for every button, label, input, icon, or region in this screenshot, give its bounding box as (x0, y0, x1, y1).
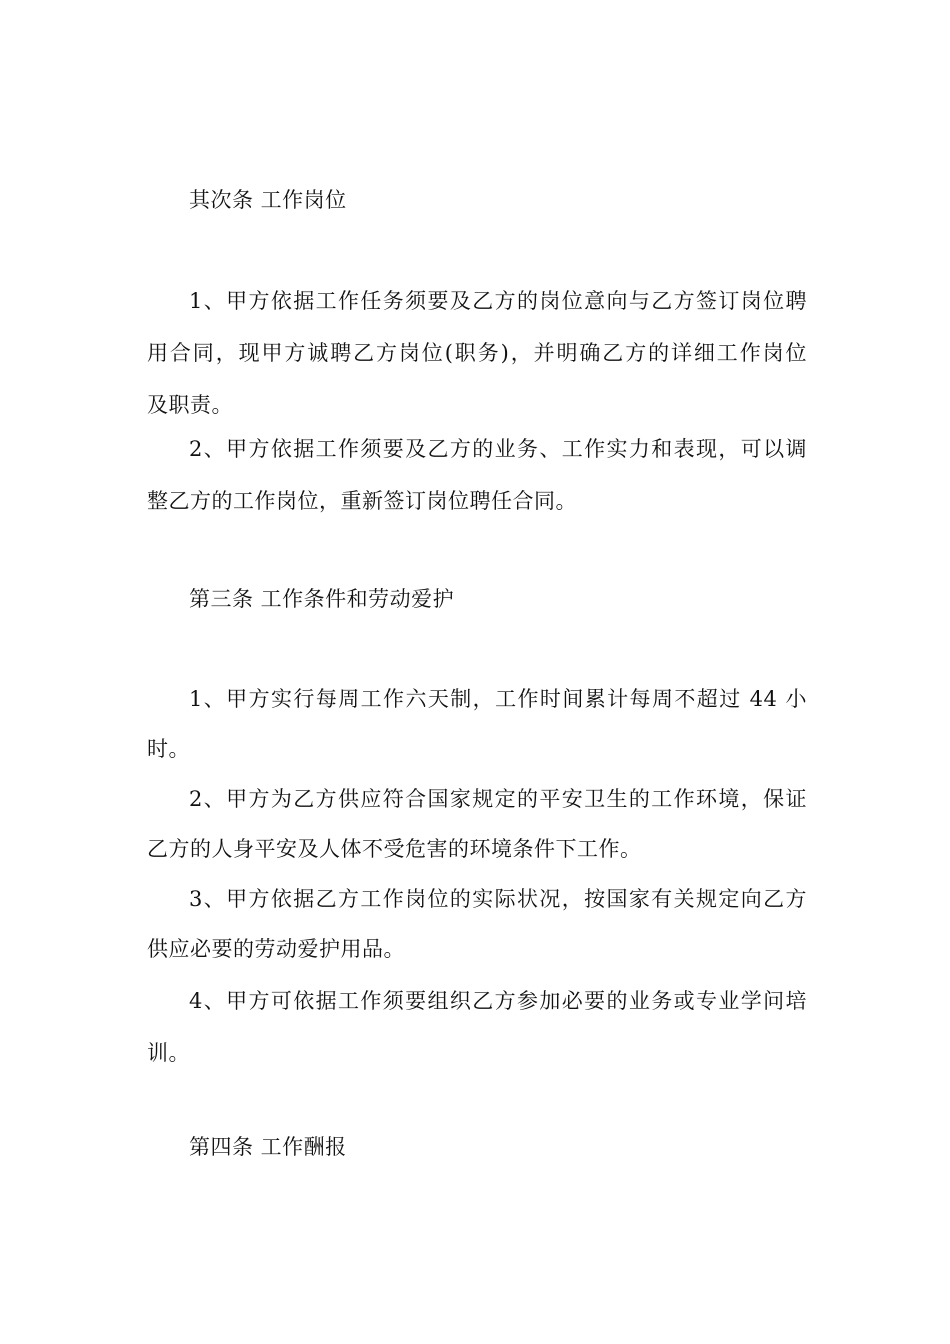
paragraph-line: 1、甲方依据工作任务须要及乙方的岗位意向与乙方签订岗位聘 (189, 289, 807, 313)
paragraph-line: 供应必要的劳动爱护用品。 (147, 937, 405, 961)
paragraph-line: 乙方的人身平安及人体不受危害的环境条件下工作。 (147, 837, 642, 861)
section-heading: 其次条 工作岗位 (189, 188, 347, 212)
paragraph-line: 时。 (147, 737, 190, 761)
section-heading: 第四条 工作酬报 (189, 1135, 347, 1159)
paragraph-line: 用合同，现甲方诚聘乙方岗位(职务)，并明确乙方的详细工作岗位 (147, 341, 807, 365)
paragraph-line: 2、甲方依据工作须要及乙方的业务、工作实力和表现，可以调 (189, 437, 807, 461)
section-heading: 第三条 工作条件和劳动爱护 (189, 587, 455, 611)
paragraph-line: 及职责。 (147, 393, 233, 417)
paragraph-line: 4、甲方可依据工作须要组织乙方参加必要的业务或专业学问培 (189, 989, 807, 1013)
paragraph-line: 1、甲方实行每周工作六天制，工作时间累计每周不超过 44 小 (189, 687, 807, 711)
paragraph-line: 整乙方的工作岗位，重新签订岗位聘任合同。 (147, 489, 577, 513)
paragraph-line: 3、甲方依据乙方工作岗位的实际状况，按国家有关规定向乙方 (189, 887, 807, 911)
paragraph-line: 2、甲方为乙方供应符合国家规定的平安卫生的工作环境，保证 (189, 787, 807, 811)
paragraph-line: 训。 (147, 1041, 190, 1065)
